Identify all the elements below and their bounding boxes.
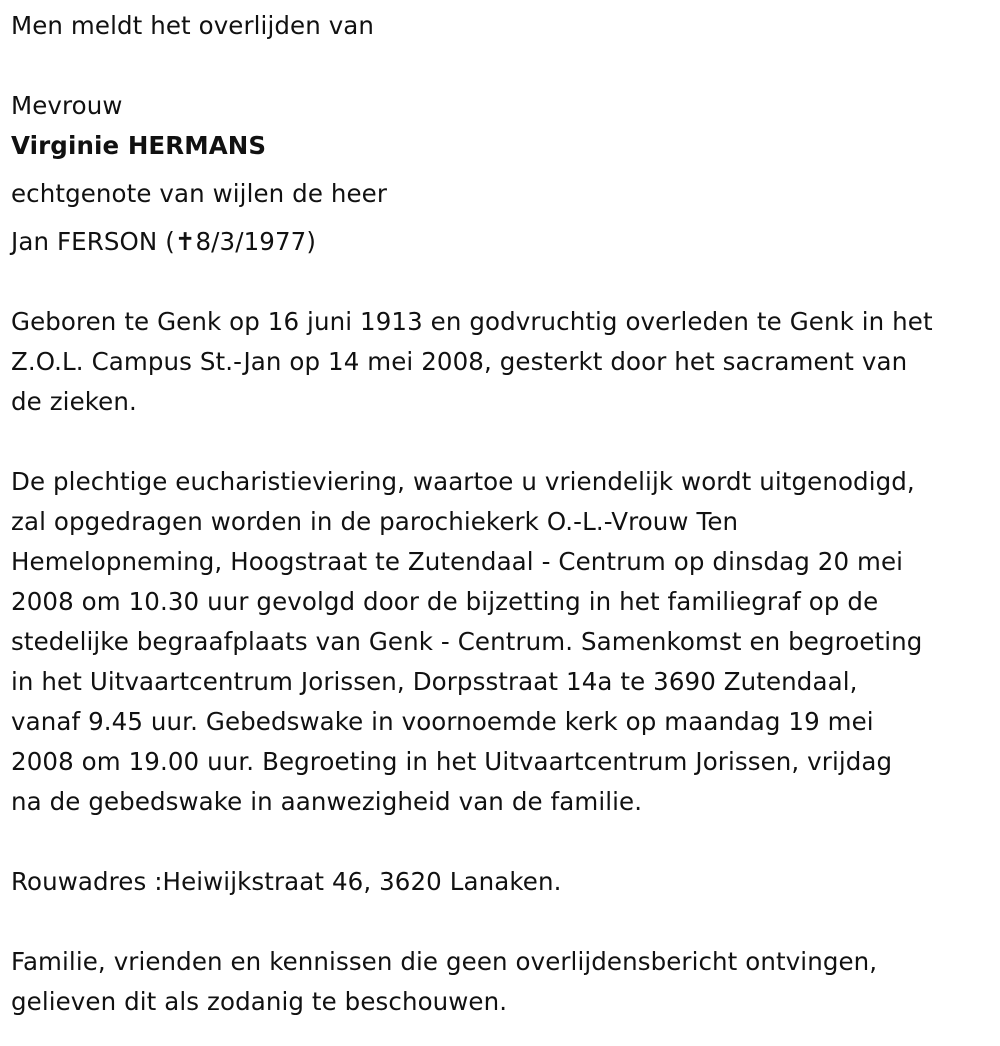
paragraph-line: de zieken. <box>11 387 137 416</box>
paragraph-line: in het Uitvaartcentrum Jorissen, Dorpsstraat 14a te 3690 Zutendaal, <box>11 667 858 696</box>
salutation: Mevrouw <box>11 91 123 120</box>
spacer <box>11 262 996 302</box>
paragraph-line: Geboren te Genk op 16 juni 1913 en godvruchtig overleden te Genk in het <box>11 307 933 336</box>
ceremony-paragraph <box>11 462 996 822</box>
spouse-intro: echtgenote van wijlen de heer <box>11 179 388 208</box>
intro-text: Men meldt het overlijden van <box>11 11 375 40</box>
spacer <box>11 422 996 462</box>
paragraph-line: na de gebedswake in aanwezigheid van de familie. <box>11 787 643 816</box>
birth-death-paragraph <box>11 302 996 422</box>
spacer <box>11 902 996 942</box>
spouse-name: Jan FERSON (✝8/3/1977) <box>11 227 316 256</box>
spacer <box>11 46 996 86</box>
deceased-name: Virginie HERMANS <box>11 131 267 160</box>
paragraph-line: Hemelopneming, Hoogstraat te Zutendaal - Centrum op dinsdag 20 mei <box>11 547 904 576</box>
spacer <box>11 822 996 862</box>
paragraph-line: zal opgedragen worden in de parochiekerk O.-L.-Vrouw Ten <box>11 507 739 536</box>
paragraph-line: stedelijke begraafplaats van Genk - Centrum. Samenkomst en begroeting <box>11 627 923 656</box>
mourning-address: Rouwadres :Heiwijkstraat 46, 3620 Lanaken. <box>11 867 562 896</box>
paragraph-line: De plechtige eucharistieviering, waartoe u vriendelijk wordt uitgenodigd, <box>11 467 915 496</box>
paragraph-line: 2008 om 10.30 uur gevolgd door de bijzetting in het familiegraf op de <box>11 587 879 616</box>
obituary-notice <box>11 6 996 1022</box>
paragraph-line: Z.O.L. Campus St.-Jan op 14 mei 2008, gesterkt door het sacrament van <box>11 347 908 376</box>
paragraph-line: Familie, vrienden en kennissen die geen overlijdensbericht ontvingen, <box>11 947 878 976</box>
paragraph-line: vanaf 9.45 uur. Gebedswake in voornoemde kerk op maandag 19 mei <box>11 707 874 736</box>
closing-paragraph <box>11 942 996 1022</box>
paragraph-line: 2008 om 19.00 uur. Begroeting in het Uitvaartcentrum Jorissen, vrijdag <box>11 747 893 776</box>
paragraph-line: gelieven dit als zodanig te beschouwen. <box>11 987 508 1016</box>
